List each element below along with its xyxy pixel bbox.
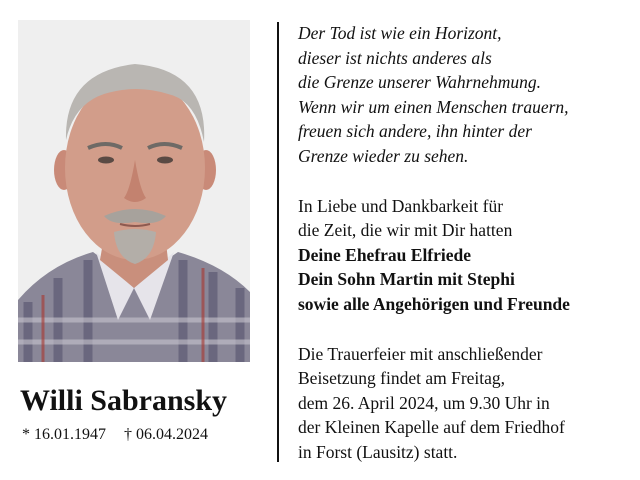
ceremony-line: dem 26. April 2024, um 9.30 Uhr in (298, 392, 550, 413)
ceremony-line: der Kleinen Kapelle auf dem Friedhof (298, 417, 565, 438)
death-date: † 06.04.2024 (124, 426, 208, 443)
dedication-line: die Zeit, die wir mit Dir hatten (298, 220, 513, 241)
quote-block (298, 21, 634, 169)
quote-line: Wenn wir um einen Menschen trauern, (298, 96, 569, 117)
ceremony-line: in Forst (Lausitz) statt. (298, 441, 458, 462)
dedication-line: In Liebe und Dankbarkeit für (298, 195, 504, 216)
mourner-line: Dein Sohn Martin mit Stephi (298, 269, 515, 290)
ceremony-line: Die Trauerfeier mit anschließender (298, 343, 543, 364)
vertical-divider (277, 22, 279, 462)
ceremony-line: Beisetzung findet am Freitag, (298, 368, 506, 389)
dedication-block (298, 194, 634, 317)
quote-line: Grenze wieder zu sehen. (298, 145, 469, 166)
mourner-line: sowie alle Angehörigen und Freunde (298, 293, 570, 314)
quote-line: freuen sich andere, ihn hinter der (298, 121, 532, 142)
quote-line: dieser ist nichts anderes als (298, 47, 492, 68)
quote-line: Der Tod ist wie ein Horizont, (298, 23, 502, 43)
mourner-line: Deine Ehefrau Elfriede (298, 244, 472, 265)
text-column (298, 21, 634, 465)
ceremony-block (298, 342, 634, 465)
portrait-illustration (18, 20, 250, 362)
life-dates (22, 426, 208, 444)
quote-line: die Grenze unserer Wahrnehmung. (298, 72, 542, 93)
birth-date: * 16.01.1947 (22, 426, 106, 443)
portrait-photo (18, 20, 250, 362)
deceased-name: Willi Sabransky (20, 384, 228, 417)
